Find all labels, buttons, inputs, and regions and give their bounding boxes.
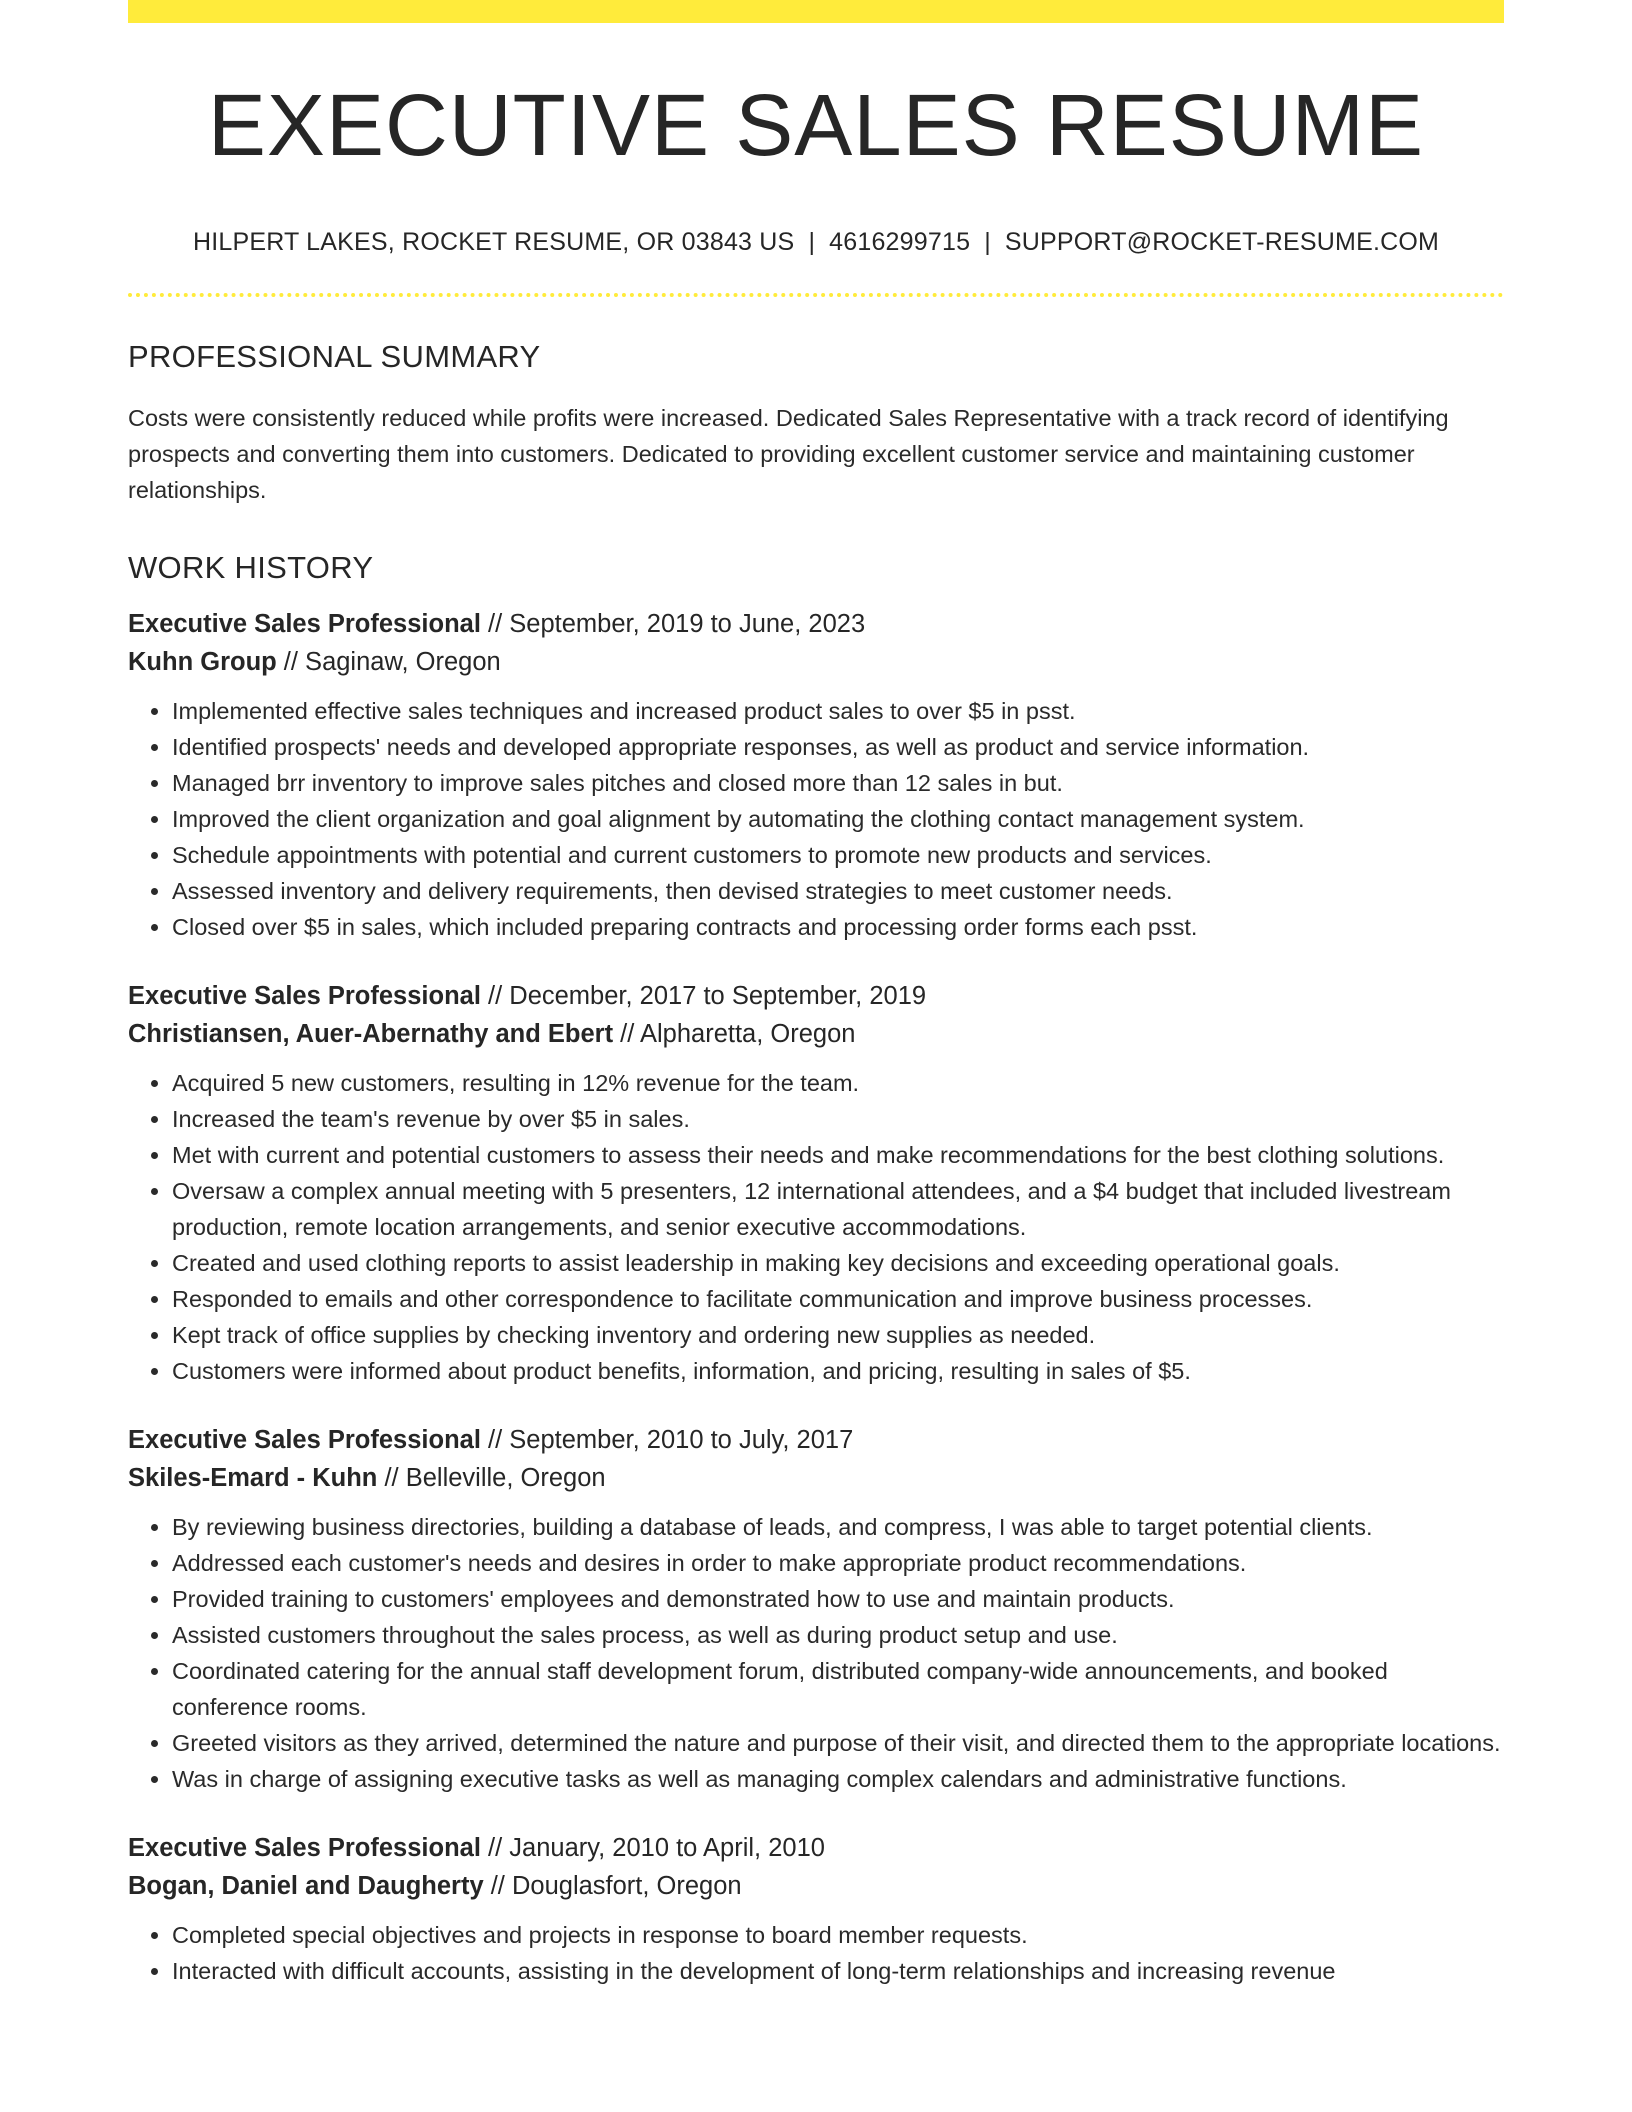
contact-phone: 4616299715 (829, 228, 971, 256)
bullet-item: • Provided training to customers' employees and demonstrated how to use and maintain products. (172, 1581, 1504, 1617)
bullet-item: • Was in charge of assigning executive tasks as well as managing complex calendars and administrative functions. (172, 1761, 1504, 1797)
dotted-divider (128, 293, 1504, 297)
job-location: // Saginaw, Oregon (276, 648, 501, 676)
bullet-item: • By reviewing business directories, building a database of leads, and compress, I was able to target potential clients. (172, 1509, 1504, 1545)
job-bullets (128, 1917, 1504, 1989)
bullet-item: • Responded to emails and other correspondence to facilitate communication and improve business processes. (172, 1281, 1504, 1317)
contact-email[interactable]: SUPPORT@ROCKET-RESUME.COM (1004, 228, 1440, 256)
job-company: Christiansen, Auer-Abernathy and Ebert (128, 1020, 614, 1048)
job-location: // Belleville, Oregon (377, 1464, 606, 1492)
bullet-item: • Identified prospects' needs and developed appropriate responses, as well as product and service information. (172, 729, 1504, 765)
job-company: Kuhn Group (128, 648, 277, 676)
job-entry (128, 605, 1504, 945)
job-company-line (128, 643, 1504, 681)
bullet-item: • Increased the team's revenue by over $5 in sales. (172, 1101, 1504, 1137)
bullet-item: • Oversaw a complex annual meeting with 5 presenters, 12 international attendees, and a $4 budget that included livestream production, remote location arrangements, and senior executive accommodations. (172, 1173, 1504, 1245)
bullet-item: • Coordinated catering for the annual staff development forum, distributed company-wide announcements, and booked conference rooms. (172, 1653, 1504, 1725)
bullet-item: • Schedule appointments with potential and current customers to promote new products and services. (172, 837, 1504, 873)
bullet-item: • Acquired 5 new customers, resulting in 12% revenue for the team. (172, 1065, 1504, 1101)
resume-page (128, 0, 1504, 1989)
job-dates: // January, 2010 to April, 2010 (480, 1834, 825, 1862)
bullet-item: • Assisted customers throughout the sales process, as well as during product setup and use. (172, 1617, 1504, 1653)
job-company-line (128, 1867, 1504, 1905)
job-title-line (128, 1421, 1504, 1459)
bullet-item: • Completed special objectives and projects in response to board member requests. (172, 1917, 1504, 1953)
job-title: Executive Sales Professional (128, 1834, 481, 1862)
bullet-item: • Implemented effective sales techniques and increased product sales to over $5 in psst. (172, 693, 1504, 729)
job-bullets (128, 1509, 1504, 1797)
bullet-item: • Customers were informed about product benefits, information, and pricing, resulting in sales of $5. (172, 1353, 1504, 1389)
bullet-item: • Improved the client organization and goal alignment by automating the clothing contact management system. (172, 801, 1504, 837)
job-dates: // September, 2010 to July, 2017 (480, 1426, 854, 1454)
job-title: Executive Sales Professional (128, 982, 481, 1010)
bullet-item: • Met with current and potential customers to assess their needs and make recommendations for the best clothing solutions. (172, 1137, 1504, 1173)
bullet-item: • Assessed inventory and delivery requirements, then devised strategies to meet customer needs. (172, 873, 1504, 909)
bullet-item: • Created and used clothing reports to assist leadership in making key decisions and exceeding operational goals. (172, 1245, 1504, 1281)
job-location: // Alpharetta, Oregon (613, 1020, 856, 1048)
job-bullets (128, 1065, 1504, 1389)
job-title: Executive Sales Professional (128, 610, 481, 638)
contact-line (128, 228, 1504, 257)
resume-title: EXECUTIVE SALES RESUME (207, 77, 1425, 174)
work-history-list (128, 605, 1504, 1989)
job-title-line (128, 1829, 1504, 1867)
contact-separator: | (808, 228, 816, 256)
job-company: Bogan, Daniel and Daugherty (128, 1872, 484, 1900)
job-entry (128, 1421, 1504, 1797)
bullet-item: • Addressed each customer's needs and desires in order to make appropriate product recommendations. (172, 1545, 1504, 1581)
job-title-line (128, 605, 1504, 643)
contact-address: HILPERT LAKES, ROCKET RESUME, OR 03843 US (192, 228, 795, 256)
contact-separator: | (984, 228, 991, 256)
job-entry (128, 977, 1504, 1389)
job-entry (128, 1829, 1504, 1989)
accent-top-bar (128, 0, 1504, 23)
work-history-heading: WORK HISTORY (128, 550, 374, 585)
summary-heading: PROFESSIONAL SUMMARY (128, 339, 541, 374)
job-company-line (128, 1015, 1504, 1053)
job-dates: // December, 2017 to September, 2019 (480, 982, 927, 1010)
job-company: Skiles-Emard - Kuhn (128, 1464, 378, 1492)
bullet-item: • Interacted with difficult accounts, assisting in the development of long-term relationships and increasing revenue (172, 1953, 1504, 1989)
bullet-item: • Closed over $5 in sales, which included preparing contracts and processing order forms each psst. (172, 909, 1504, 945)
job-title: Executive Sales Professional (128, 1426, 481, 1454)
job-company-line (128, 1459, 1504, 1497)
job-location: // Douglasfort, Oregon (483, 1872, 742, 1900)
job-bullets (128, 693, 1504, 945)
job-dates: // September, 2019 to June, 2023 (480, 610, 866, 638)
job-title-line (128, 977, 1504, 1015)
bullet-item: • Kept track of office supplies by checking inventory and ordering new supplies as needed. (172, 1317, 1504, 1353)
bullet-item: • Greeted visitors as they arrived, determined the nature and purpose of their visit, and directed them to the appropriate locations. (172, 1725, 1504, 1761)
bullet-item: • Managed brr inventory to improve sales pitches and closed more than 12 sales in but. (172, 765, 1504, 801)
summary-text: Costs were consistently reduced while profits were increased. Dedicated Sales Representative with a track record of identifying prospects and converting them into customers. Dedicated to providing excellent customer service and maintaining customer relationships. (128, 405, 1449, 503)
